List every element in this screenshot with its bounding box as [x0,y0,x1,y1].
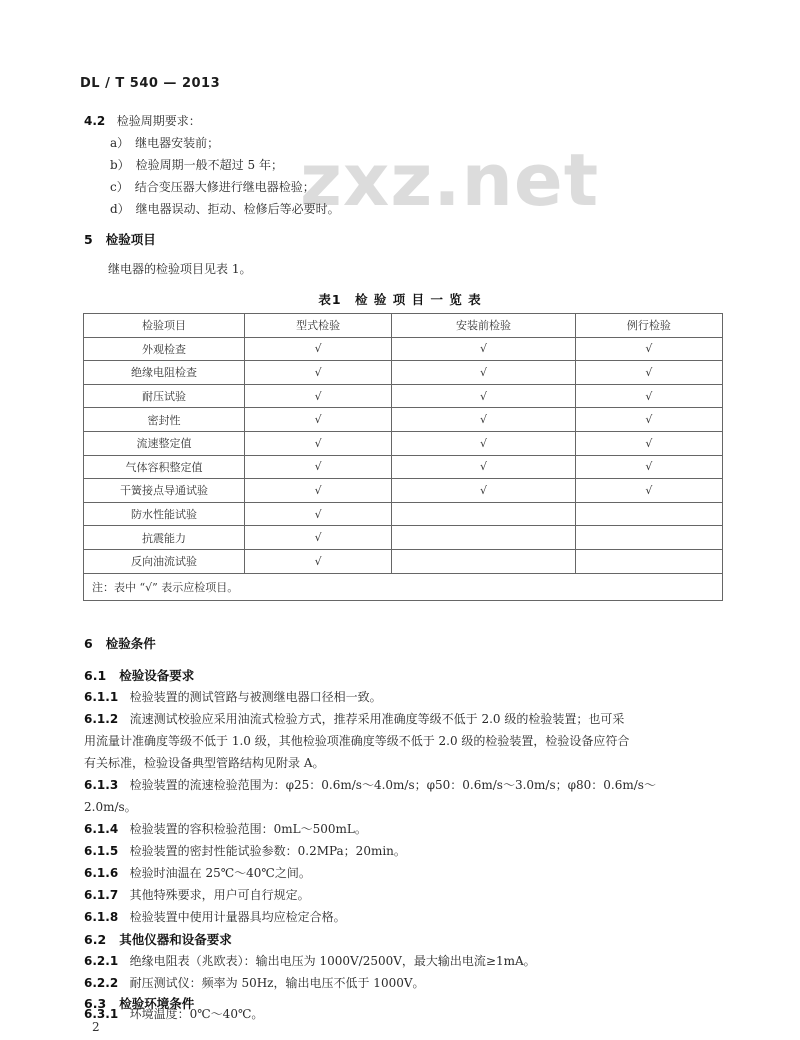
section-number: 4.2 [84,114,106,128]
check-cell: √ [392,431,575,455]
section-5-heading [84,230,156,248]
clause-text-continued: 用流量计准确度等级不低于 1.0 级，其他检验项准确度等级不低于 2.0 级的检验装置，检验设备应符合 [84,734,630,748]
clause-text: 检验时油温在 25℃～40℃之间。 [129,866,311,880]
clause-number: 6.2.2 [84,976,119,990]
item-name-cell: 流速整定值 [84,431,245,455]
clause-6-1-2 [84,710,624,727]
list-item: d） 继电器误动、拒动、检修后等必要时。 [110,202,340,216]
section-6-2-heading [84,930,232,948]
list-item: c） 结合变压器大修进行继电器检验； [110,180,315,194]
column-header: 型式检验 [245,314,392,338]
clause-text: 其他特殊要求，用户可自行规定。 [129,888,310,902]
clause-number: 6.1.2 [84,712,119,726]
item-name-cell: 外观检查 [84,337,245,361]
check-cell: √ [575,479,722,503]
clause-6-1-4 [84,820,367,837]
check-cell: √ [392,408,575,432]
clause-text: 检验装置的测试管路与被测继电器口径相一致。 [129,690,382,704]
check-cell: √ [392,479,575,503]
table-row [84,408,723,432]
section-title: 检验条件 [105,636,156,651]
clause-text-continued: 2.0m/s。 [84,800,137,814]
watermark: zxz.net [300,138,600,222]
section-title: 检验项目 [105,232,156,247]
item-name-cell: 抗震能力 [84,526,245,550]
column-header: 例行检验 [575,314,722,338]
clause-number: 6.1.7 [84,888,119,902]
check-cell: √ [245,502,392,526]
column-header: 安装前检验 [392,314,575,338]
table-note-row [84,573,723,600]
table-row [84,337,723,361]
clause-number: 6.1.6 [84,866,119,880]
check-cell: √ [392,337,575,361]
check-cell: √ [575,408,722,432]
section-number: 6.1 [84,668,107,683]
clause-6-1-3 [84,776,656,793]
clause-text: 绝缘电阻表（兆欧表）：输出电压为 1000V/2500V，最大输出电流≥1mA。 [129,954,536,968]
item-name-cell: 绝缘电阻检查 [84,361,245,385]
document-header: DL / T 540 — 2013 [80,76,221,91]
list-item: b） 检验周期一般不超过 5 年； [110,158,283,172]
section-number: 5 [84,232,93,247]
section-number: 6.3 [84,996,107,1011]
clause-number: 6.1.1 [84,690,119,704]
section-title: 检验周期要求： [116,114,201,128]
check-cell: √ [245,361,392,385]
table-row [84,455,723,479]
check-cell [392,549,575,573]
clause-number: 6.1.5 [84,844,119,858]
table-row [84,361,723,385]
check-cell: √ [392,455,575,479]
table-row [84,549,723,573]
item-name-cell: 防水性能试验 [84,502,245,526]
clause-text: 流速测试校验应采用油流式检验方式，推荐采用准确度等级不低于 2.0 级的检验装置；也可采 [129,712,625,726]
inspection-items-table [83,313,723,601]
check-cell [392,502,575,526]
clause-6-2-1 [84,952,536,969]
check-cell [392,526,575,550]
clause-number: 6.2.1 [84,954,119,968]
table-caption: 表1 检 验 项 目 一 览 表 [318,292,482,307]
check-cell: √ [575,337,722,361]
page-number: 2 [92,1020,100,1034]
check-cell: √ [575,384,722,408]
section-title: 检验设备要求 [119,668,195,683]
check-cell: √ [245,549,392,573]
check-cell [575,526,722,550]
table-header-row [84,314,723,338]
section-4-2-heading [84,112,201,129]
check-cell: √ [245,408,392,432]
list-item: a） 继电器安装前； [110,136,220,150]
check-cell: √ [575,431,722,455]
check-cell: √ [245,455,392,479]
clause-6-1-5 [84,842,406,859]
check-cell: √ [575,361,722,385]
clause-text: 检验装置的容积检验范围：0mL～500mL。 [129,822,367,836]
section-number: 6.2 [84,932,107,947]
clause-number: 6.1.3 [84,778,119,792]
clause-6-1-1 [84,688,382,705]
clause-text-continued: 有关标准，检验设备典型管路结构见附录 A。 [84,756,325,770]
check-cell: √ [245,479,392,503]
clause-number: 6.1.4 [84,822,119,836]
clause-6-2-2 [84,974,425,991]
clause-text: 耐压测试仪：频率为 50Hz，输出电压不低于 1000V。 [129,976,425,990]
item-name-cell: 干簧接点导通试验 [84,479,245,503]
check-cell [575,549,722,573]
clause-6-3-1 [84,1005,263,1022]
section-title: 检验环境条件 [119,996,195,1011]
item-name-cell: 反向油流试验 [84,549,245,573]
section-6-1-heading [84,666,194,684]
section-6-heading [84,634,156,652]
section-title: 其他仪器和设备要求 [119,932,232,947]
table-note: 注：表中 “√” 表示应检项目。 [84,573,723,600]
check-cell: √ [392,361,575,385]
check-cell [575,502,722,526]
clause-6-1-7 [84,886,310,903]
item-name-cell: 密封性 [84,408,245,432]
table-row [84,431,723,455]
section-number: 6 [84,636,93,651]
section-5-intro: 继电器的检验项目见表 1。 [108,262,252,276]
check-cell: √ [245,526,392,550]
table-row [84,479,723,503]
check-cell: √ [392,384,575,408]
clause-text: 检验装置中使用计量器具均应检定合格。 [129,910,346,924]
table-row [84,384,723,408]
item-name-cell: 耐压试验 [84,384,245,408]
clause-6-1-8 [84,908,346,925]
table-row [84,526,723,550]
clause-number: 6.1.8 [84,910,119,924]
clause-text: 检验装置的流速检验范围为：φ25：0.6m/s～4.0m/s；φ50：0.6m/s～3.0m/s；φ80：0.6m/s～ [129,778,656,792]
clause-text: 环境温度：0℃～40℃。 [129,1007,264,1021]
column-header: 检验项目 [84,314,245,338]
clause-text: 检验装置的密封性能试验参数：0.2MPa；20min。 [129,844,406,858]
check-cell: √ [575,455,722,479]
clause-6-1-6 [84,864,311,881]
check-cell: √ [245,337,392,361]
clause-number: 6.3.1 [84,1007,119,1021]
item-name-cell: 气体容积整定值 [84,455,245,479]
check-cell: √ [245,384,392,408]
check-cell: √ [245,431,392,455]
table-row [84,502,723,526]
